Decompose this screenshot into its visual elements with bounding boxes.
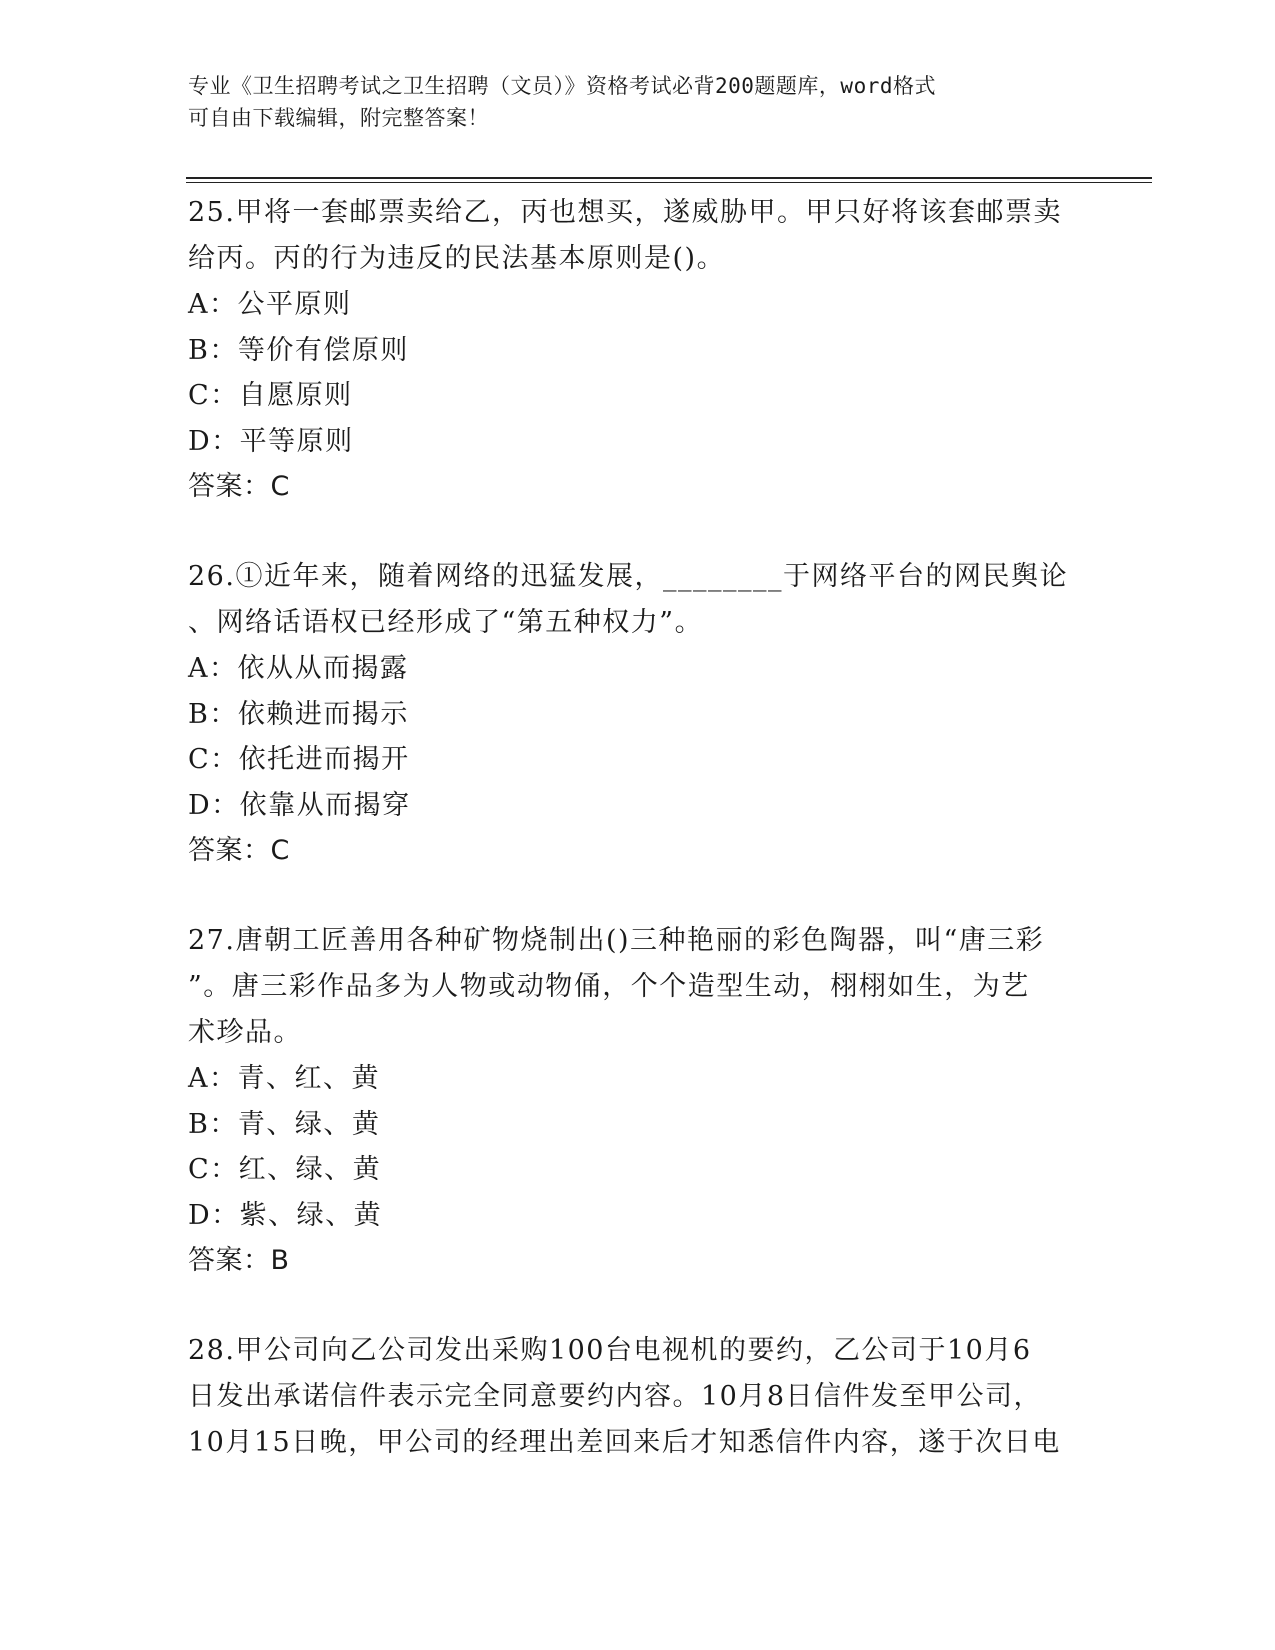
question-stem-line: 26.①近年来，随着网络的迅猛发展，________于网络平台的网民舆论	[188, 561, 1068, 592]
question-stem-line: ”。唐三彩作品多为人物或动物俑，个个造型生动，栩栩如生，为艺	[188, 971, 1030, 1002]
question-26	[188, 554, 1088, 873]
question-25	[188, 190, 1088, 509]
option-a: A：公平原则	[188, 289, 352, 320]
question-27	[188, 918, 1088, 1283]
answer-line: 答案：B	[188, 1245, 290, 1276]
question-stem-line: 、网络话语权已经形成了“第五种权力”。	[188, 607, 704, 638]
question-stem-line: 日发出承诺信件表示完全同意要约内容。10月8日信件发至甲公司，	[188, 1381, 1043, 1412]
option-b: B：等价有偿原则	[188, 334, 409, 366]
question-stem-line: 术珍品。	[188, 1017, 302, 1048]
option-c: C：红、绿、黄	[188, 1154, 382, 1185]
option-b: B：青、绿、黄	[188, 1108, 381, 1140]
question-stem-line: 27.唐朝工匠善用各种矿物烧制出()三种艳丽的彩色陶器，叫“唐三彩	[188, 925, 1045, 956]
header-line-2: 可自由下载编辑，附完整答案！	[188, 106, 489, 130]
option-a: A：依从从而揭露	[188, 653, 409, 684]
answer-line: 答案：C	[188, 471, 290, 502]
header-line-1: 专业《卫生招聘考试之卫生招聘（文员）》资格考试必背200题题库，word格式	[188, 74, 936, 98]
option-c: C：依托进而揭开	[188, 744, 410, 775]
question-28	[188, 1328, 1088, 1466]
option-d: D：依靠从而揭穿	[188, 789, 411, 821]
question-stem-line: 25.甲将一套邮票卖给乙，丙也想买，遂威胁甲。甲只好将该套邮票卖	[188, 197, 1062, 228]
question-list	[188, 190, 1088, 1511]
header-rule-thin	[186, 182, 1152, 183]
question-stem-line: 给丙。丙的行为违反的民法基本原则是()。	[188, 243, 726, 274]
option-c: C：自愿原则	[188, 380, 353, 411]
option-d: D：紫、绿、黄	[188, 1199, 383, 1231]
question-stem-line: 10月15日晚，甲公司的经理出差回来后才知悉信件内容，遂于次日电	[188, 1427, 1061, 1458]
option-d: D：平等原则	[188, 425, 354, 457]
document-header	[188, 70, 1068, 134]
option-a: A：青、红、黄	[188, 1063, 380, 1094]
header-rule-thick	[186, 177, 1152, 179]
option-b: B：依赖进而揭示	[188, 698, 409, 730]
question-stem-line: 28.甲公司向乙公司发出采购100台电视机的要约，乙公司于10月6	[188, 1335, 1032, 1366]
answer-line: 答案：C	[188, 835, 290, 866]
